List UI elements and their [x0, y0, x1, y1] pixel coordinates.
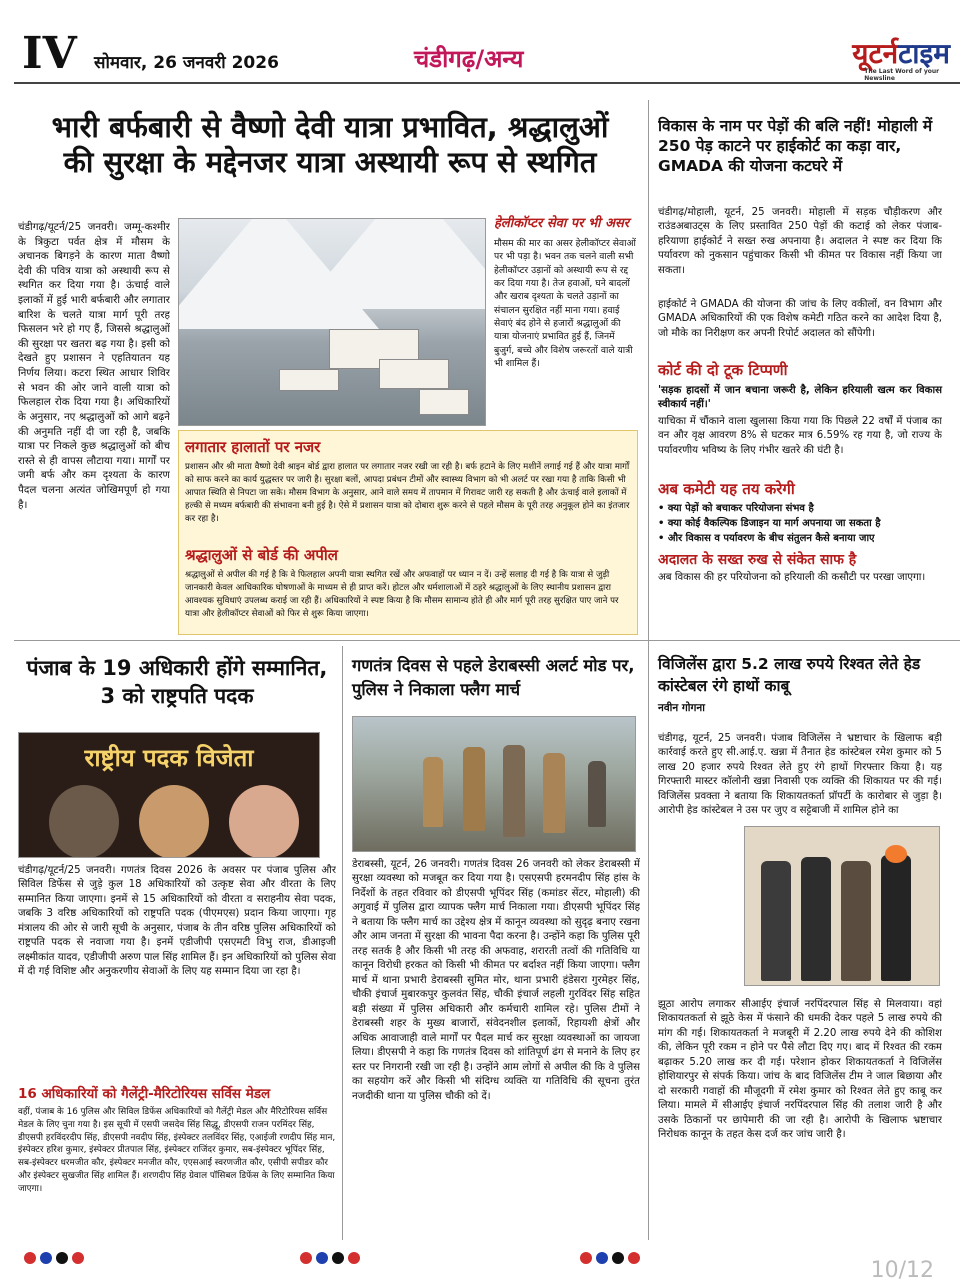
trees-headline: विकास के नाम पर पेड़ों की बलि नहीं! मोहाली में 250 पेड़ काटने पर हाईकोर्ट का कड़ा वार, GMADA की योजना कटघरे में — [658, 117, 933, 176]
flagmarch-body: डेराबस्सी, यूटर्न, 26 जनवरी। गणतंत्र दिवस 26 जनवरी को लेकर डेराबस्सी में सुरक्षा व्यवस्था को मजबूत कर दिया गया है। एसएसपी हरमनदीप सिंह हांस के निर्देशों के तहत रविवार को डीएसपी भूपिंदर सिंह (कमांडर सेंटर, मोहाली) की अगुवाई में पुलिस द्वारा व्यापक फ्लैग मार्च निकाला गया। डीएसपी भूपिंदर सिंह ने बताया कि फ्लैग मार्च का उद्देश्य क्षेत्र में कानून व्यवस्था को सुदृढ़ बनाए रखना और आम जनता में सुरक्षा की भावना पैदा करना है। उन्होंने कहा कि पुलिस पूरी तरह सतर्क है और किसी भी तरह की अफवाह, शरारती तत्वों की गतिविधि या कानून विरोधी हरकत को किसी भी कीमत पर बर्दाश्त नहीं किया जाएगा। फ्लैग मार्च में थाना प्रभारी डेराबस्सी सुमित मोर, थाना प्रभारी हंडेसरा गुरमेहर सिंह, चौकी इंचार्ज मुबारकपुर कुलवंत सिंह, चौकी इंचार्ज लहली गुरविंदर सिंह सहित बड़ी संख्या में पुलिस अधिकारी और कर्मचारी शामिल रहे। पुलिस टीमों ने डेराबस्सी शहर के मुख्य बाजारों, संवेदनशील इलाकों, रिहायशी क्षेत्रों और अधिक आवाजाही वाले मार्गों पर पैदल मार्च कर सुरक्षा व्यवस्थाओं का जायजा लिया। डीएसपी ने कहा कि गणतंत्र दिवस को शांतिपूर्ण ढंग से मनाने के लिए हर स्तर पर निगरानी रखी जा रही है। उन्होंने आम लोगों से अपील की कि वे पुलिस का सहयोग करें और किसी भी संदिग्ध व्यक्ति या गतिविधि की सूचना तुरंत नजदीकी थाना या पुलिस चौकी को दें। — [352, 859, 640, 1102]
trees-body-1: चंडीगढ़/मोहाली, यूटर्न, 25 जनवरी। मोहाली में सड़क चौड़ीकरण और राउंडअबाउट्स के लिए प्रस्तावित 250 पेड़ों की कटाई को लेकर पंजाब-हरियाणा हाईकोर्ट ने सख्त रुख अपनाया है। अदालत ने स्पष्ट कर दिया कि पर्यावरण को नुकसान पहुंचाकर किसी भी कीमत पर विकास नहीं किया जा सकता। — [658, 207, 942, 276]
committee-heading: अब कमेटी यह तय करेगी — [658, 479, 795, 498]
officer-photo-3 — [229, 785, 299, 858]
court-remark-body: याचिका में चौंकाने वाला खुलासा किया गया कि पिछले 22 वर्षों में पंजाब का वन और वृक्ष आवरण 8% से घटकर मात्र 6.59% रह गया है, जो राज्य के पर्यावरणीय भविष्य के लिए गंभीर खतरे की घंटी है। — [658, 415, 942, 456]
bribe-headline: विजिलेंस द्वारा 5.2 लाख रुपये रिश्वत लेते हेड कांस्टेबल रंगे हाथों काबू — [658, 655, 921, 695]
committee-bullet: • क्या कोई वैकल्पिक डिजाइन या मार्ग अपनाया जा सकता है — [658, 516, 942, 531]
logo-part1: यूटर्न — [852, 37, 899, 70]
bribe-byline: नवीन गोगना — [658, 702, 705, 715]
trees-body-2: हाईकोर्ट ने GMADA की योजना की जांच के लिए वकीलों, वन विभाग और GMADA अधिकारियों की एक विशेष कमेटी गठित करने का आदेश दिया है, जो मौके का निरीक्षण कर अपनी रिपोर्ट अदालत को सौंपेगी। — [658, 299, 942, 339]
medal-winners-photo — [18, 732, 320, 858]
footer-dot-black-icon — [612, 1252, 624, 1264]
vaishno-devi-snow-photo — [178, 218, 486, 426]
flagmarch-story — [352, 654, 640, 702]
newspaper-logo — [852, 34, 950, 82]
signal-body: अब विकास की हर परियोजना को हरियाली की कसौटी पर परखा जाएगा। — [658, 571, 926, 583]
lead-headline — [20, 110, 640, 181]
footer-dots-center — [300, 1252, 360, 1264]
vigilance-team-photo — [744, 826, 940, 986]
section-title: चंडीगढ़/अन्य — [414, 45, 524, 73]
committee-bullets — [658, 501, 942, 546]
committee-bullet: • और विकास व पर्यावरण के बीच संतुलन कैसे बनाया जाए — [658, 531, 942, 546]
officer-photo-2 — [139, 785, 209, 858]
helicopter-section — [494, 216, 636, 409]
lead-body: चंडीगढ़/यूटर्न/25 जनवरी। जम्मू-कश्मीर के त्रिकुटा पर्वत क्षेत्र में मौसम के अचानक बिगड़ने के कारण माता वैष्णो देवी की पवित्र यात्रा को अस्थायी रूप से स्थगित कर दिया गया है। ऊंचाई वाले इलाकों में हुई भारी बर्फबारी और लगातार बारिश के चलते यात्रा मार्ग पूरी तरह फिसलन भरे हो गए हैं, जिससे श्रद्धालुओं की सुरक्षा पर खतरा बढ़ गया है। इसी को देखते हुए प्रशासन ने एहतियातन यह निर्णय लिया। कटरा स्थित आधार शिविर से भवन की ओर जाने वाली यात्रा को फिलहाल रोक दिया गया है। अधिकारियों के अनुसार, नए श्रद्धालुओं को आगे बढ़ने की अनुमति नहीं दी जा रही है, जबकि यात्रा पर निकले कुछ श्रद्धालुओं को बीच रास्ते से ही वापस लौटाया गया। मार्गों पर जमी बर्फ और कम दृश्यता के कारण पैदल चलना अत्यंत जोखिमपूर्ण हो गया है। — [18, 221, 170, 511]
signal-heading: अदालत के सख्त रुख से संकेत साफ है — [658, 551, 857, 568]
appeal-heading: श्रद्धालुओं से बोर्ड की अपील — [185, 546, 338, 564]
issue-date: सोमवार, 26 जनवरी 2026 — [94, 53, 279, 73]
helicopter-heading: हेलीकॉप्टर सेवा पर भी असर — [494, 216, 630, 231]
footer-dot-blue-icon — [40, 1252, 52, 1264]
column-divider — [648, 100, 649, 1240]
bribe-body-2: झूठा आरोप लगाकर सीआईए इंचार्ज नरपिंदरपाल सिंह से मिलवाया। वहां शिकायतकर्ता से झूठे केस में फंसाने की धमकी देकर पहले 5 लाख रुपये की मांग की गई। शिकायतकर्ता ने मजबूरी में 2.20 लाख रुपये देने की कोशिश की, लेकिन पूरी रकम न होने पर पैसे लौटा दिए गए। बाद में रिश्वत की रकम बढ़ाकर 5.20 लाख कर दी गई। परेशान होकर शिकायतकर्ता ने विजिलेंस होशियारपुर से संपर्क किया। जांच के बाद विजिलेंस टीम ने जाल बिछाया और दो सरकारी गवाहों की मौजूदगी में रमेश कुमार को रिश्वत लेते हुए काबू कर लिया। मामले में सीआईए इंचार्ज नरपिंदरपाल सिंह की तलाश जारी है और उसके ठिकानों पर छापेमारी की जा रही है। आरोपी के खिलाफ भ्रष्टाचार निरोधक कानून के तहत केस दर्ज कर जांच जारी है। — [658, 999, 942, 1141]
court-remark-quote: 'सड़क हादसों में जान बचाना जरूरी है, लेकिन हरियाली खत्म कर विकास स्वीकार्य नहीं।' — [658, 385, 942, 411]
committee-bullet: • क्या पेड़ों को बचाकर परियोजना संभव है — [658, 501, 942, 516]
lead-headline-line2: की सुरक्षा के मद्देनजर यात्रा अस्थायी रूप से स्थगित — [63, 145, 597, 180]
watch-body: प्रशासन और श्री माता वैष्णो देवी श्राइन बोर्ड द्वारा हालात पर लगातार नजर रखी जा रही है। बर्फ हटाने के लिए मशीनें लगाई गई हैं और यात्रा मार्गों को साफ करने का कार्य युद्धस्तर पर जारी है। सुरक्षा बलों, आपदा प्रबंधन टीमों और स्वास्थ्य विभाग को भी अलर्ट पर रखा गया है ताकि किसी भी आपात स्थिति से निपटा जा सके। मौसम विभाग के अनुसार, आने वाले समय में तापमान में गिरावट जारी रह सकती है और ऊंचाई वाले इलाकों में हल्की से मध्यम बर्फबारी की संभावना बनी हुई है। ऐसे में प्रशासन यात्रा को दोबारा शुरू करने से पहले मौसम के पूरी तरह अनुकूल होने का इंतजार कर रहा है। — [185, 462, 630, 524]
officer-photo-1 — [49, 785, 119, 858]
medals-story — [18, 654, 336, 711]
watch-heading: लगातार हालातों पर नजर — [185, 438, 321, 456]
flagmarch-headline: गणतंत्र दिवस से पहले डेराबस्सी अलर्ट मोड पर, पुलिस ने निकाला फ्लैग मार्च — [352, 656, 635, 699]
medals-sub-section — [18, 1084, 336, 1242]
masthead — [14, 28, 960, 84]
footer-dot-red-icon — [300, 1252, 312, 1264]
medals-body: चंडीगढ़/यूटर्न/25 जनवरी। गणतंत्र दिवस 2026 के अवसर पर पंजाब पुलिस और सिविल डिफेंस से जुड़े कुल 18 अधिकारियों को उत्कृष्ट सेवा और वीरता के लिए सम्मानित किया जाएगा। इनमें से 15 अधिकारियों को वीरता व सराहनीय सेवा पदक, जबकि 3 वरिष्ठ अधिकारियों को राष्ट्रपति पदक (पीएमएस) प्रदान किया जाएगा। गृह मंत्रालय की ओर से जारी सूची के अनुसार, पंजाब के तीन वरिष्ठ पुलिस अधिकारियों को राष्ट्रपति पदक से नवाजा गया है। इनमें एडीजीपी एसएमटी विभु राज, डीआइजी लक्ष्मीकांत यादव, एडीजीपी अरुण पाल सिंह शामिल हैं। इन अधिकारियों को पुलिस सेवा में दी गई विशिष्ट और अनुकरणीय सेवाओं के लिए यह सम्मान दिया जा रहा है। — [18, 865, 336, 978]
flag-march-photo — [352, 716, 636, 852]
page-number: IV — [22, 28, 77, 79]
footer-dot-red-icon — [24, 1252, 36, 1264]
medal-banner: राष्ट्रीय पदक विजेता — [84, 744, 254, 772]
footer-dot-black-icon — [56, 1252, 68, 1264]
appeal-body: श्रद्धालुओं से अपील की गई है कि वे फिलहाल अपनी यात्रा स्थगित रखें और अफवाहों पर ध्यान न दें। उन्हें सलाह दी गई है कि यात्रा से जुड़ी जानकारी केवल आधिकारिक घोषणाओं के माध्यम से ही प्राप्त करें। होटल और धर्मशालाओं में ठहरे श्रद्धालुओं के लिए स्थानीय प्रशासन द्वारा आवश्यक सुविधाएं उपलब्ध कराई जा रही हैं। अधिकारियों ने स्पष्ट किया है कि मौसम सामान्य होते ही और मार्ग पूरी तरह सुरक्षित पाए जाने पर यात्रा और हेलीकॉप्टर सेवाओं को फिर से शुरू किया जाएगा। — [185, 570, 619, 619]
medals-sub-heading: 16 अधिकारियों को गैलेंट्री-मैरिटोरियस सर्विस मेडल — [18, 1086, 271, 1102]
footer-dots-right — [580, 1252, 640, 1264]
medals-headline: पंजाब के 19 अधिकारी होंगे सम्मानित, 3 को राष्ट्रपति पदक — [26, 656, 328, 709]
logo-part2: टाइम — [898, 37, 950, 70]
court-remark-heading: कोर्ट की दो टूक टिप्पणी — [658, 361, 788, 379]
section-divider — [14, 640, 960, 641]
bribe-body-1: चंडीगढ़, यूटर्न, 25 जनवरी। पंजाब विजिलेंस ने भ्रष्टाचार के खिलाफ बड़ी कार्रवाई करते हुए सी.आई.ए. खन्ना में तैनात हेड कांस्टेबल रमेश कुमार को 5 लाख 20 हजार रुपये रिश्वत लेते हुए रंगे हाथों गिरफ्तार किया है। यह गिरफ्तारी मास्टर कॉलोनी खन्ना निवासी एक व्यक्ति की शिकायत पर की गई। विजिलेंस प्रवक्ता ने बताया कि शिकायतकर्ता प्रॉपर्टी के कारोबार से जुड़ा है। आरोपी हेड कांस्टेबल ने उस पर जुए व सट्टेबाजी में शामिल होने का — [658, 733, 942, 817]
footer-dot-blue-icon — [316, 1252, 328, 1264]
footer-dot-red-icon — [348, 1252, 360, 1264]
trees-story — [658, 116, 942, 585]
column-divider — [342, 646, 343, 1240]
footer-dot-black-icon — [332, 1252, 344, 1264]
footer-dot-red-icon — [580, 1252, 592, 1264]
page-counter: 10/12 — [870, 1258, 934, 1280]
situation-box — [178, 430, 638, 635]
footer-dot-red-icon — [72, 1252, 84, 1264]
footer-dot-red-icon — [628, 1252, 640, 1264]
logo-tagline: The Last Word of your Newsline — [864, 68, 940, 82]
footer-dot-blue-icon — [596, 1252, 608, 1264]
footer-dots-left — [24, 1252, 84, 1264]
helicopter-body: मौसम की मार का असर हेलीकॉप्टर सेवाओं पर भी पड़ा है। भवन तक चलने वाली सभी हेलीकॉप्टर उड़ानों को अस्थायी रूप से रद्द कर दिया गया है। तेज हवाओं, घने बादलों और खराब दृश्यता के चलते उड़ानों का संचालन सुरक्षित नहीं माना गया। हवाई सेवाएं बंद होने से हजारों श्रद्धालुओं की यात्रा योजनाएं प्रभावित हुई हैं, जिनमें बुजुर्ग, बच्चे और विशेष जरूरतों वाले यात्री भी शामिल हैं। — [494, 237, 636, 369]
lead-headline-line1: भारी बर्फबारी से वैष्णो देवी यात्रा प्रभावित, श्रद्धालुओं — [51, 110, 609, 144]
bribe-story — [658, 654, 942, 715]
medals-sub-body: वहीं, पंजाब के 16 पुलिस और सिविल डिफेंस अधिकारियों को गैलेंट्री मेडल और मैरिटोरियस सर्विस मेडल के लिए चुना गया है। इस सूची में एसपी जसदेव सिंह सिद्धू, डीएसपी राजन परमिंदर सिंह, डीएसपी हरविंदरदीप सिंह, डीएसपी नवदीप सिंह, इंस्पेक्टर तलविंदर सिंह, एआईजी रणदीप सिंह मान, इंस्पेक्टर हरिश कुमार, इंस्पेक्टर प्रीतपाल सिंह, इंस्पेक्टर राजिंदर कुमार, सब-इंस्पेक्टर भूपिंदर सिंह, सब-इंस्पेक्टर धरमजीत कौर, इंस्पेक्टर मनजीत कौर, एएसआई स्वरणजीत कौर, एसीपी सपीडर कौर और इंस्पेक्टर सुखजीत सिंह शामिल हैं। शरणदीप सिंह ग्रेवाल पॉसिबल डिफेंस के लिए सम्मानित किया जाएगा। — [18, 1107, 336, 1194]
